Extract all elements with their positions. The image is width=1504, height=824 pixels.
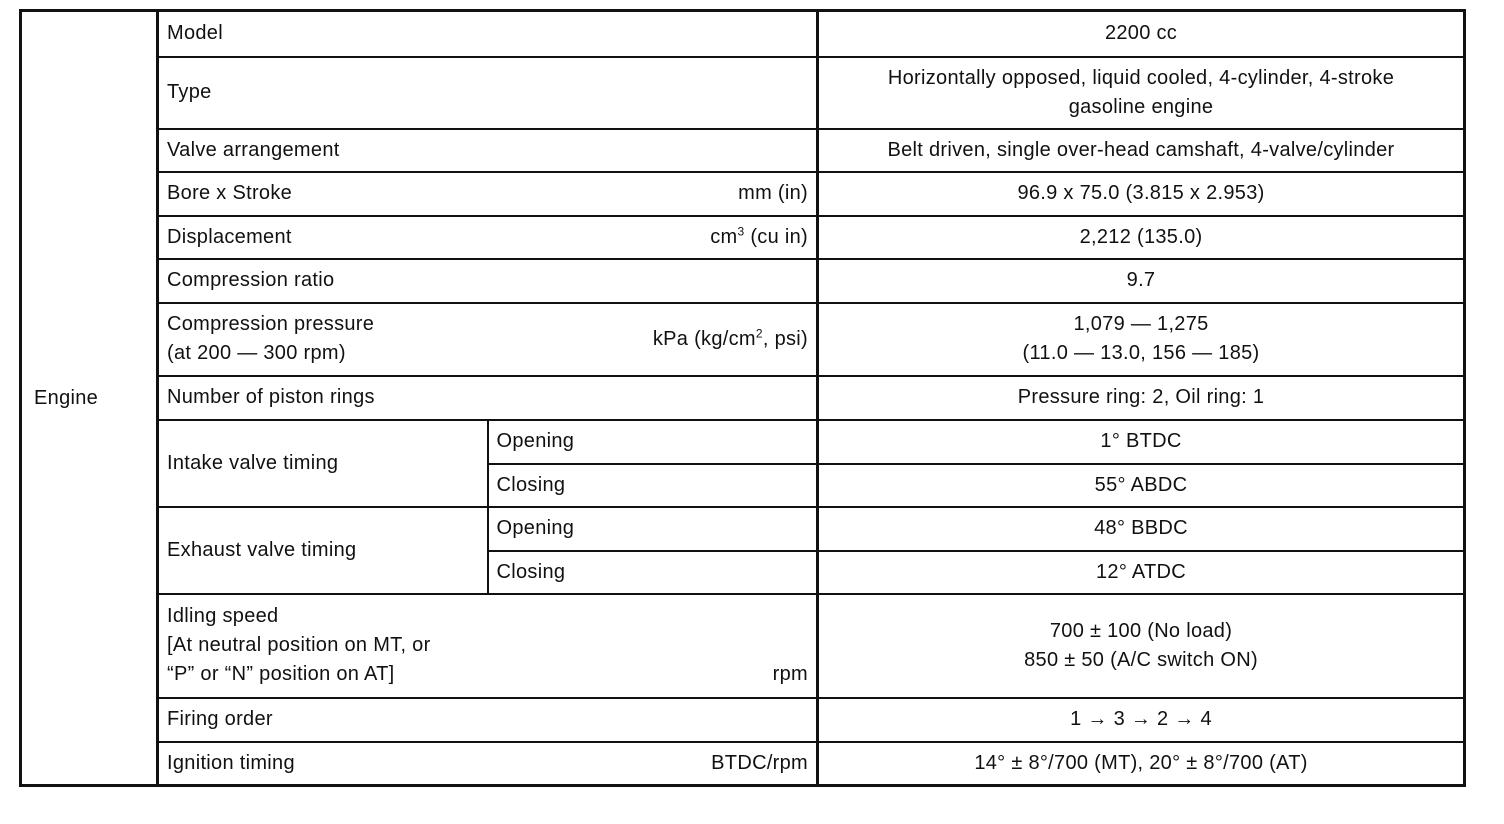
label-exhaust-valve-timing: Exhaust valve timing <box>158 507 488 594</box>
value-compression-pressure-line-1: 1,079 — 1,275 <box>1073 313 1209 335</box>
value-type <box>818 57 1465 129</box>
label-compression-pressure-line-2: (at 200 — 300 rpm) <box>167 342 346 364</box>
value-firing-order: 1 → 3 → 2 → 4 <box>818 698 1465 742</box>
label-exhaust-closing: Closing <box>488 551 818 594</box>
table-row-ignition-timing <box>21 742 1465 786</box>
value-compression-pressure <box>818 303 1465 376</box>
table-row-model <box>21 11 1465 57</box>
label-idling-speed-line-2: [At neutral position on MT, or <box>167 634 431 656</box>
label-displacement: Displacement <box>167 225 292 248</box>
unit-displacement-rest: (cu in) <box>744 225 809 248</box>
label-compression-ratio: Compression ratio <box>158 259 818 303</box>
value-exhaust-closing: 12° ATDC <box>818 551 1465 594</box>
label-intake-closing: Closing <box>488 464 818 507</box>
label-idling-speed <box>167 602 431 689</box>
unit-compression-pressure-main: kPa (kg/cm <box>652 327 756 350</box>
unit-compression-pressure <box>653 325 808 354</box>
value-intake-opening: 1° BTDC <box>818 420 1465 464</box>
label-intake-valve-timing: Intake valve timing <box>158 420 488 507</box>
table-row-bore-stroke <box>21 172 1465 216</box>
value-intake-closing: 55° ABDC <box>818 464 1465 507</box>
label-valve-arrangement: Valve arrangement <box>158 129 818 172</box>
value-type-line-1: Horizontally opposed, liquid cooled, 4-cylinder, 4-stroke <box>887 66 1395 89</box>
table-row-firing-order <box>21 698 1465 742</box>
label-intake-opening: Opening <box>488 420 818 464</box>
unit-compression-pressure-sup: 2 <box>755 325 763 340</box>
label-cell-ignition-timing <box>158 742 818 786</box>
label-compression-pressure-line-1: Compression pressure <box>167 313 375 335</box>
value-compression-ratio: 9.7 <box>818 259 1465 303</box>
label-cell-compression-pressure <box>158 303 818 376</box>
label-bore-stroke: Bore x Stroke <box>167 182 293 204</box>
label-model: Model <box>158 11 818 57</box>
value-displacement: 2,212 (135.0) <box>818 216 1465 259</box>
value-compression-pressure-line-2: (11.0 — 13.0, 156 — 185) <box>1022 342 1260 364</box>
table-row-displacement <box>21 216 1465 259</box>
table-row-exhaust-opening <box>21 507 1465 551</box>
value-idling-speed-line-1: 700 ± 100 (No load) <box>1049 619 1233 642</box>
value-type-line-2: gasoline engine <box>1068 95 1214 118</box>
unit-bore-stroke: mm (in) <box>738 182 809 204</box>
label-cell-bore-stroke <box>158 172 818 216</box>
label-idling-speed-line-3: “P” or “N” position on AT] <box>167 663 395 685</box>
group-label-engine: Engine <box>21 11 158 786</box>
label-piston-rings: Number of piston rings <box>158 376 818 420</box>
label-compression-pressure <box>167 310 374 368</box>
value-valve-arrangement: Belt driven, single over-head camshaft, 4-valve/cylinder <box>818 129 1465 172</box>
label-type: Type <box>158 57 818 129</box>
value-idling-speed-line-2: 850 ± 50 (A/C switch ON) <box>1024 648 1258 671</box>
unit-idling-speed: rpm <box>772 663 809 685</box>
table-row-compression-pressure <box>21 303 1465 376</box>
table-row-compression-ratio <box>21 259 1465 303</box>
table-row-valve-arrangement <box>21 129 1465 172</box>
label-cell-idling-speed <box>158 594 818 698</box>
label-ignition-timing: Ignition timing <box>167 751 295 774</box>
unit-displacement-main: cm <box>710 225 738 248</box>
value-piston-rings: Pressure ring: 2, Oil ring: 1 <box>818 376 1465 420</box>
value-bore-stroke: 96.9 x 75.0 (3.815 x 2.953) <box>818 172 1465 216</box>
unit-ignition-timing: BTDC/rpm <box>711 751 809 774</box>
value-idling-speed <box>818 594 1465 698</box>
unit-displacement-sup: 3 <box>737 223 745 238</box>
table-row-intake-opening <box>21 420 1465 464</box>
engine-spec-table <box>19 9 1466 787</box>
value-exhaust-opening: 48° BBDC <box>818 507 1465 551</box>
value-ignition-timing: 14° ± 8°/700 (MT), 20° ± 8°/700 (AT) <box>818 742 1465 786</box>
table-row-type <box>21 57 1465 129</box>
table-row-idling-speed <box>21 594 1465 698</box>
label-exhaust-opening: Opening <box>488 507 818 551</box>
label-cell-displacement <box>158 216 818 259</box>
unit-compression-pressure-rest: , psi) <box>762 327 809 350</box>
unit-displacement <box>710 223 808 252</box>
label-firing-order: Firing order <box>158 698 818 742</box>
label-idling-speed-line-1: Idling speed <box>167 605 279 627</box>
value-model: 2200 cc <box>818 11 1465 57</box>
table-row-piston-rings <box>21 376 1465 420</box>
